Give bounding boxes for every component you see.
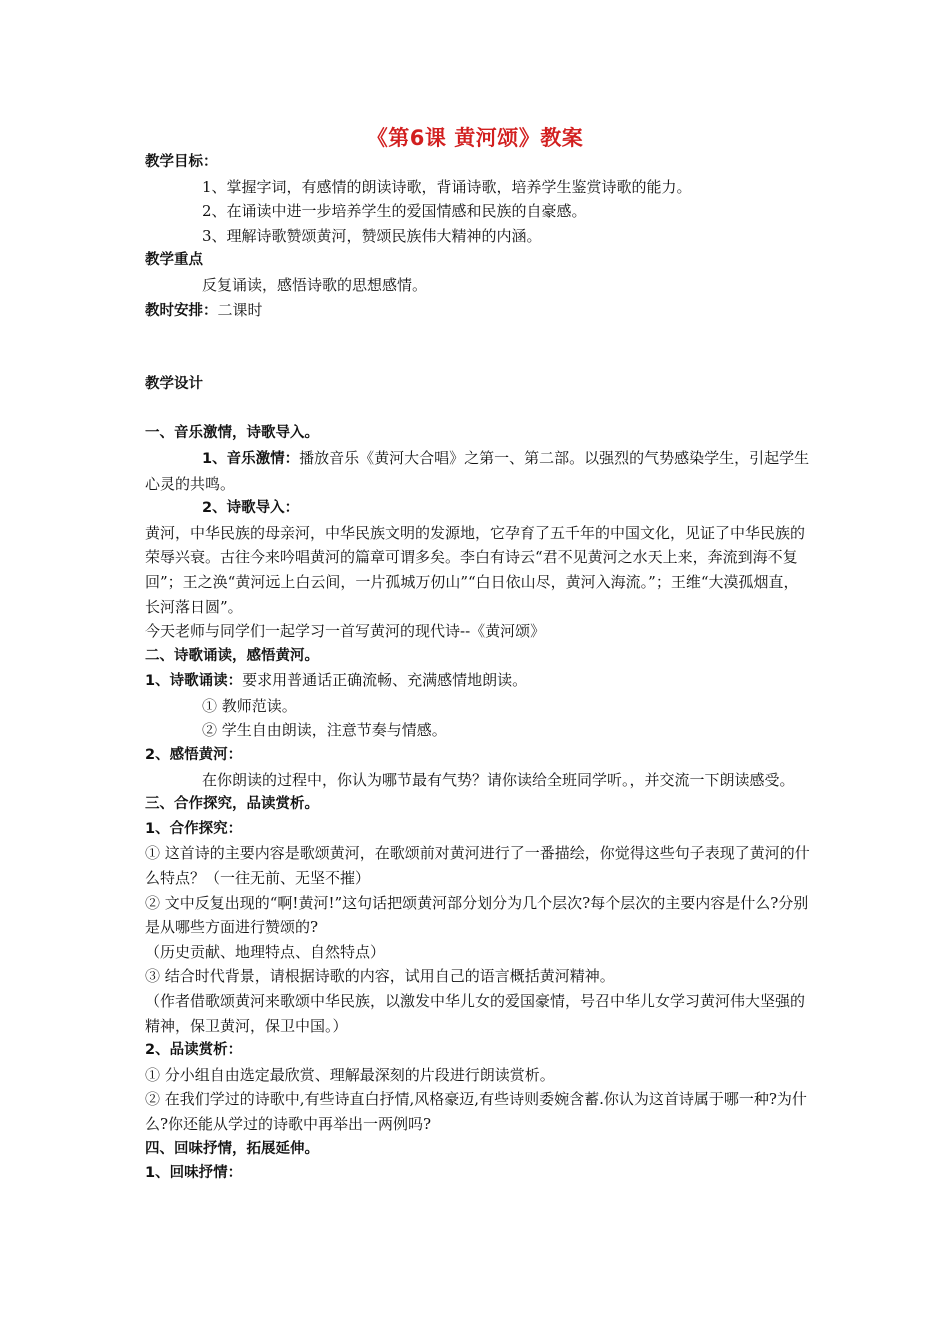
section-1-1-text: 播放音乐《黄河大合唱》之第一、第二部。以强烈的气势感染学生，引起学生心灵的共鸣。 (145, 448, 810, 493)
document-body (145, 150, 810, 1186)
key-heading: 教学重点 (145, 252, 203, 269)
section-1-2-label: 2、诗歌导入： (202, 500, 300, 517)
section-3-1-label: 1、合作探究： (145, 820, 243, 837)
section-2-2-label: 2、感悟黄河： (145, 747, 243, 764)
schedule-value: 二课时 (217, 300, 263, 319)
section-1-1-label: 1、音乐激情： (202, 450, 300, 467)
section-2-2-text: 在你朗读的过程中，你认为哪节最有气势？请你读给全班同学听。，并交流一下朗读感受。 (202, 770, 795, 789)
section-2-1-label: 1、诗歌诵读： (145, 673, 243, 690)
schedule-label: 教时安排： (145, 302, 218, 319)
section-1-2-text: 黄河，中华民族的母亲河，中华民族文明的发源地，它孕育了五千年的中国文化，见证了中华民族的荣辱兴衰。古往今来吟唱黄河的篇章可谓多矣。李白有诗云“君不见黄河之水天上来，奔流到海不复回”；王之涣“黄河远上白云间，一片孤城万仞山”“白日依山尽，黄河入海流。”；王维“大漠孤烟直，长河落日圆”。 (145, 523, 806, 616)
section-2-1-text: 要求用普通话正确流畅、充满感情地朗读。 (242, 671, 528, 690)
section-2-1 (145, 668, 810, 694)
section-4-1-label: 1、回味抒情： (145, 1165, 243, 1182)
section-3-1-answer: （历史贡献、地理特点、自然特点） (145, 942, 386, 961)
key-text: 反复诵读，感悟诗歌的思想感情。 (202, 275, 428, 294)
section-1-1 (145, 446, 810, 496)
section-2-1-item: ② 学生自由朗读，注意节奏与情感。 (202, 721, 447, 740)
section-4-heading: 四、回味抒情，拓展延伸。 (145, 1140, 319, 1157)
design-heading: 教学设计 (145, 376, 203, 393)
section-3-1-answer: （作者借歌颂黄河来歌颂中华民族，以激发中华儿女的爱国豪情，号召中华儿女学习黄河伟大坚强的精神，保卫黄河，保卫中国。） (145, 992, 806, 1035)
section-3-2-item: ① 分小组自由选定最欣赏、理解最深刻的片段进行朗读赏析。 (145, 1065, 555, 1084)
section-3-1-question: ① 这首诗的主要内容是歌颂黄河，在歌颂前对黄河进行了一番描绘，你觉得这些句子表现了黄河的什么特点？（一往无前、无坚不摧） (145, 844, 810, 888)
section-3-2-item: ② 在我们学过的诗歌中,有些诗直白抒情,风格豪迈,有些诗则委婉含蓄.你认为这首诗属于哪一种?为什么?你还能从学过的诗歌中再举出一两例吗? (145, 1090, 807, 1133)
goal-item: 3、理解诗歌赞颂黄河，赞颂民族伟大精神的内涵。 (202, 226, 542, 245)
section-3-1-question: ③ 结合时代背景，请根据诗歌的内容，试用自己的语言概括黄河精神。 (145, 967, 615, 986)
section-2-1-item: ① 教师范读。 (202, 696, 297, 715)
section-1-2-text2: 今天老师与同学们一起学习一首写黄河的现代诗--《黄河颂》 (145, 622, 546, 641)
goals-heading: 教学目标： (145, 154, 218, 170)
section-3-heading: 三、合作探究，品读赏析。 (145, 796, 319, 813)
goal-item: 1、掌握字词，有感情的朗读诗歌，背诵诗歌，培养学生鉴赏诗歌的能力。 (202, 177, 692, 196)
document-title: 《第6课 黄河颂》教案 (366, 126, 584, 150)
section-2-heading: 二、诗歌诵读，感悟黄河。 (145, 647, 319, 664)
section-3-1-question: ② 文中反复出现的“啊!黄河!”这句话把颂黄河部分划分为几个层次?每个层次的主要内容是什么?分别是从哪些方面进行赞颂的? (145, 893, 809, 937)
schedule-line (145, 298, 810, 324)
section-3-2-label: 2、品读赏析： (145, 1042, 243, 1059)
goal-item: 2、在诵读中进一步培养学生的爱国情感和民族的自豪感。 (202, 202, 587, 221)
section-1-heading: 一、音乐激情，诗歌导入。 (145, 425, 319, 442)
